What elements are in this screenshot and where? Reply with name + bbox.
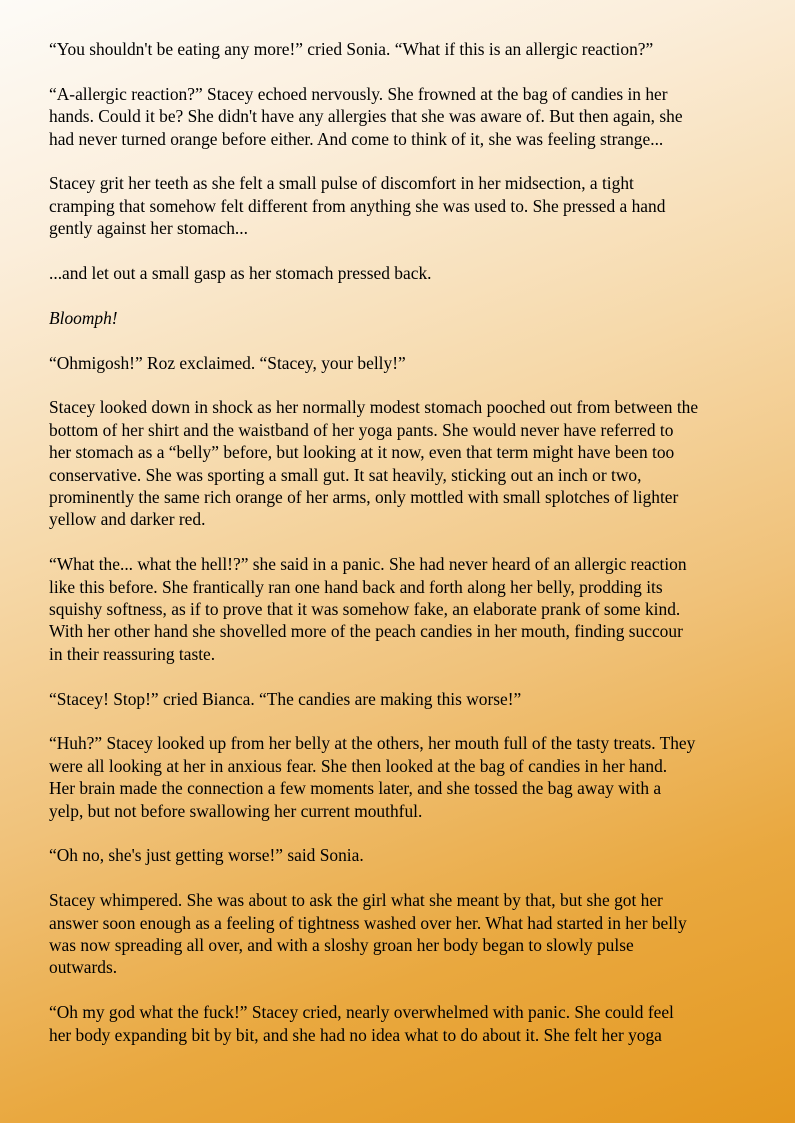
paragraph: ...and let out a small gasp as her stomach pressed back. [49, 263, 432, 284]
paragraph: Stacey grit her teeth as she felt a small pulse of discomfort in her midsection, a tight cramping that somehow felt different from anything she was used to. She pressed a hand gently against her stomach... [49, 173, 666, 239]
paragraph: Stacey looked down in shock as her normally modest stomach pooched out from between the bottom of her shirt and the waistband of her yoga pants. She would never have referred to her stomach as a “belly” before, but looking at it now, even that term might have been too conservative. She was sporting a small gut. It sat heavily, sticking out an inch or two, prominently the same rich orange of her arms, only mottled with small splotches of lighter yellow and darker red. [49, 397, 699, 530]
paragraph: “Ohmigosh!” Roz exclaimed. “Stacey, your belly!” [49, 352, 406, 373]
paragraph: Stacey whimpered. She was about to ask the girl what she meant by that, but she got her answer soon enough as a feeling of tightness washed over her. What had started in her belly was now spreading all over, and with a sloshy groan her body began to slowly pulse outwards. [49, 890, 687, 978]
paragraph: “Huh?” Stacey looked up from her belly at the others, her mouth full of the tasty treats. They were all looking at her in anxious fear. She then looked at the bag of candies in her hand. Her brain made the connection a few moments later, and she tossed the bag away with a yelp, but not before swallowing her current mouthful. [49, 733, 696, 821]
document-page [49, 38, 754, 1068]
paragraph: “You shouldn't be eating any more!” cried Sonia. “What if this is an allergic reaction?” [49, 39, 654, 59]
paragraph: “Stacey! Stop!” cried Bianca. “The candies are making this worse!” [49, 688, 522, 709]
paragraph: “What the... what the hell!?” she said in a panic. She had never heard of an allergic reaction like this before. She frantically ran one hand back and forth along her belly, prodding its squishy softness, as if to prove that it was somehow fake, an elaborate prank of some kind. With her other hand she shovelled more of the peach candies in her mouth, finding succour in their reassuring taste. [49, 554, 687, 664]
paragraph: “Oh no, she's just getting worse!” said Sonia. [49, 845, 364, 866]
paragraph: “Oh my god what the fuck!” Stacey cried, nearly overwhelmed with panic. She could feel her body expanding bit by bit, and she had no idea what to do about it. She felt her yoga [49, 1002, 674, 1045]
paragraph: “A-allergic reaction?” Stacey echoed nervously. She frowned at the bag of candies in her hands. Could it be? She didn't have any allergies that she was aware of. But then again, she had never turned orange before either. And come to think of it, she was feeling strange... [49, 83, 683, 149]
paragraph-sound-effect: Bloomph! [49, 307, 118, 328]
